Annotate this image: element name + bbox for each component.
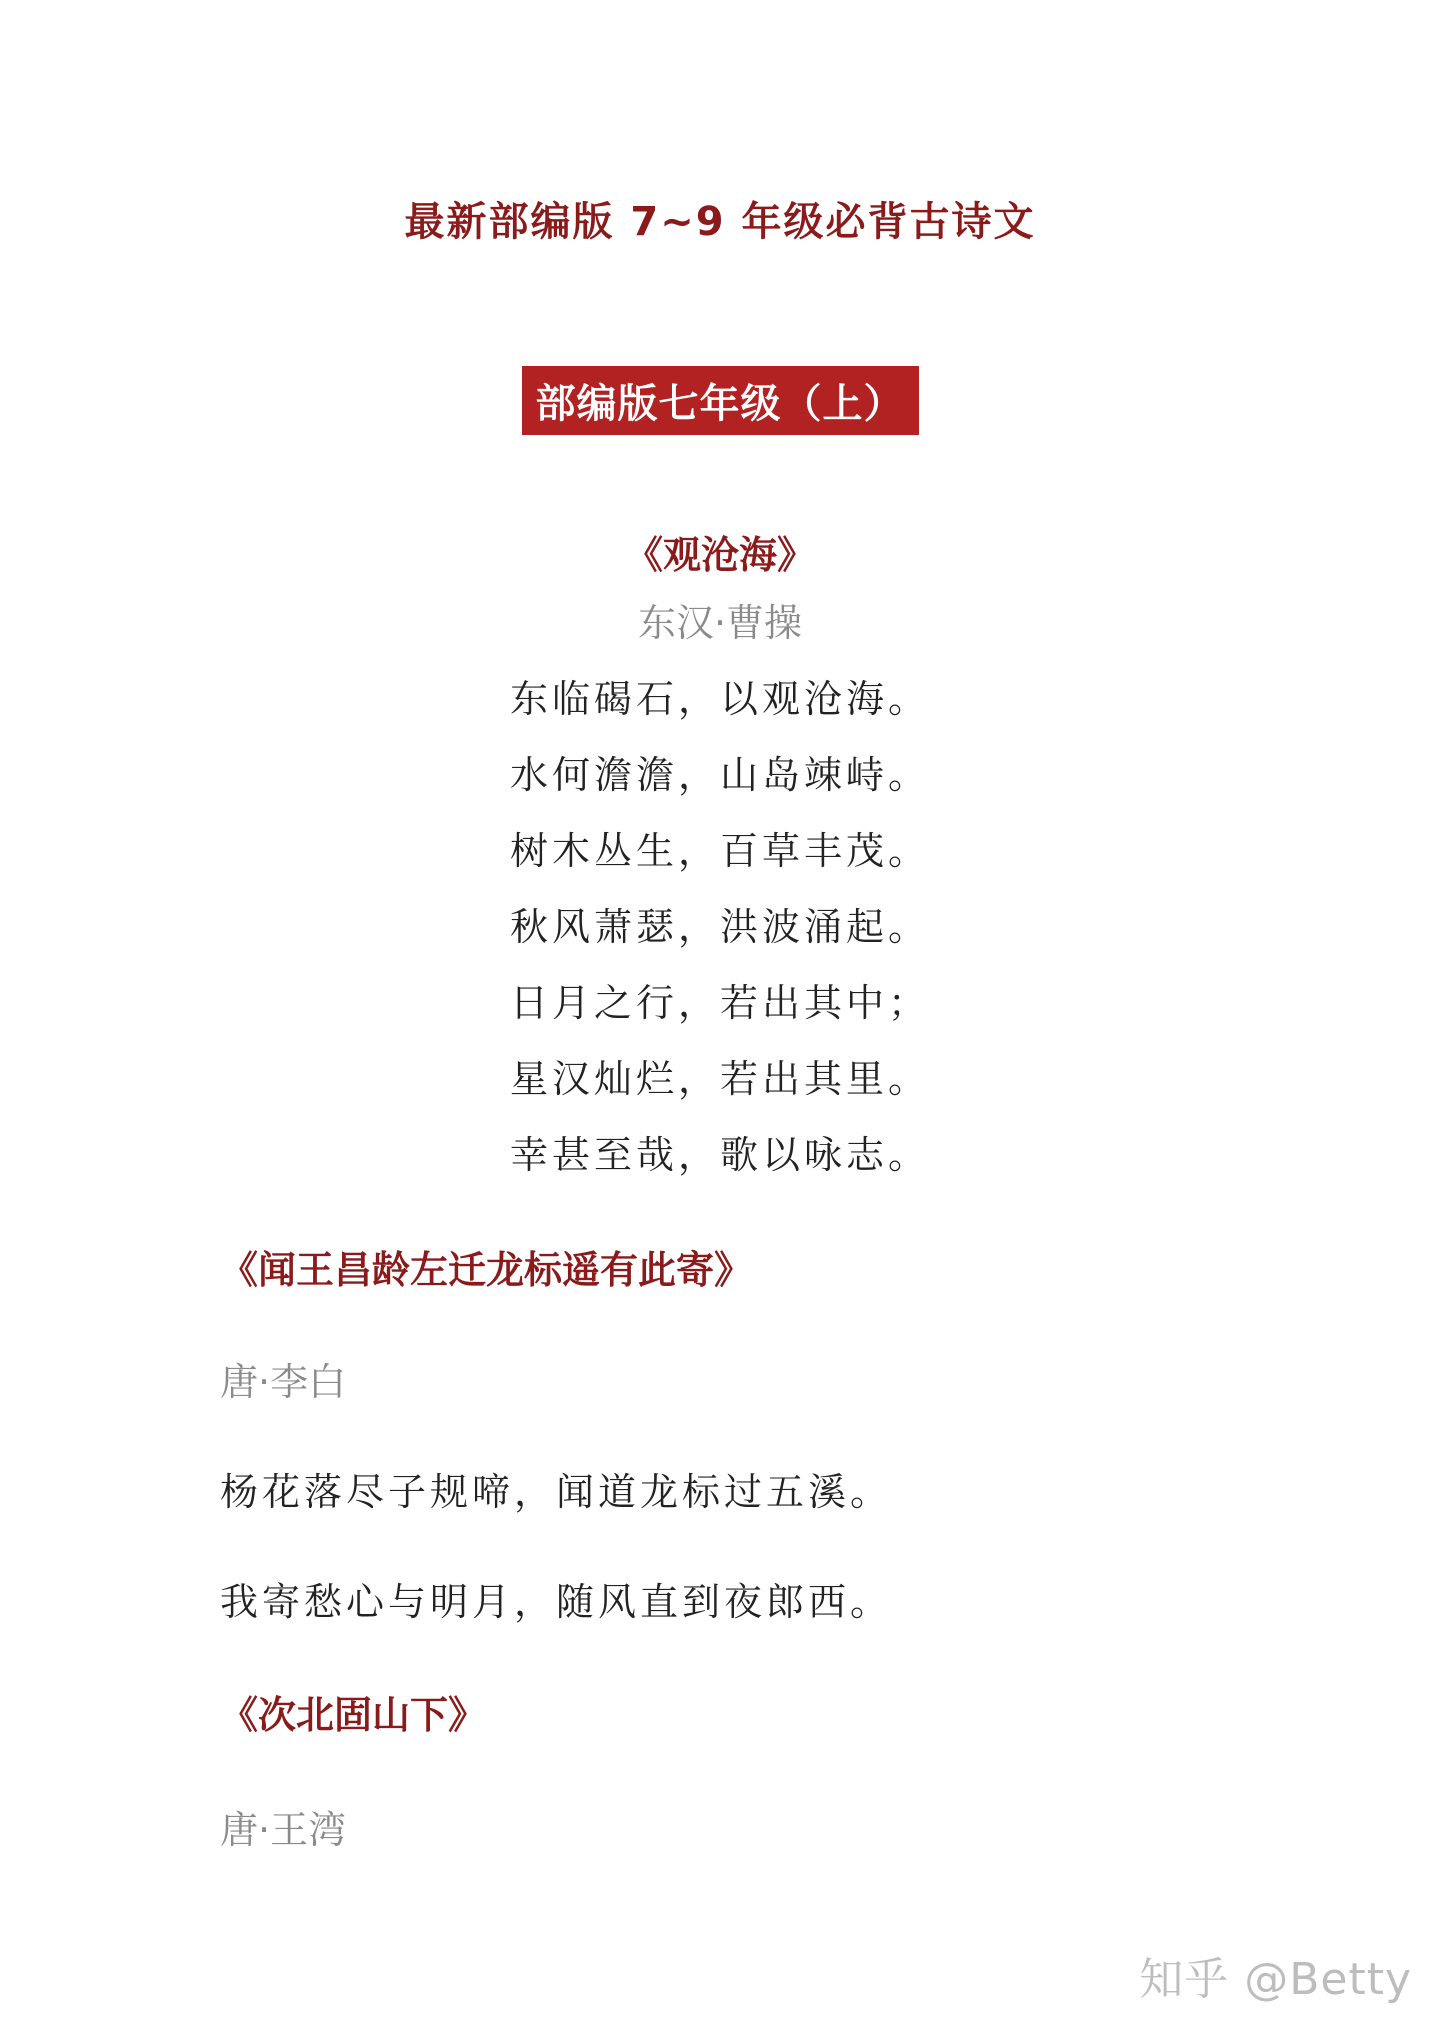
poem-title: 《观沧海》 bbox=[624, 533, 815, 577]
poem-line: 星汉灿烂，若出其里。 bbox=[509, 1057, 930, 1101]
poem-line: 树木丛生，百草丰茂。 bbox=[509, 829, 930, 873]
poem-ci-beigu-shan bbox=[220, 1685, 486, 1860]
poem-author: 唐·王湾 bbox=[220, 1808, 347, 1852]
poem-line: 东临碣石，以观沧海。 bbox=[509, 677, 930, 721]
poem-line: 水何澹澹，山岛竦峙。 bbox=[509, 753, 930, 797]
poem-guan-cang-hai bbox=[0, 525, 1440, 1193]
poem-line: 幸甚至哉，歌以咏志。 bbox=[509, 1133, 930, 1177]
section-heading-banner: 部编版七年级（上） bbox=[522, 366, 919, 435]
poem-line: 我寄愁心与明月，随风直到夜郎西。 bbox=[220, 1580, 893, 1624]
zhihu-watermark: 知乎 @Betty bbox=[1139, 1954, 1412, 2005]
poem-title: 《闻王昌龄左迁龙标遥有此寄》 bbox=[220, 1248, 753, 1292]
document-title: 最新部编版 7~9 年级必背古诗文 bbox=[404, 199, 1036, 245]
poem-author: 东汉·曹操 bbox=[637, 601, 803, 645]
poem-title: 《次北固山下》 bbox=[220, 1693, 487, 1737]
section-banner-container bbox=[0, 366, 1440, 435]
poem-line: 秋风萧瑟，洪波涌起。 bbox=[509, 905, 930, 949]
poem-line: 日月之行，若出其中； bbox=[509, 981, 930, 1025]
poem-wen-wang-changling bbox=[220, 1240, 892, 1632]
poem-line: 杨花落尽子规啼，闻道龙标过五溪。 bbox=[220, 1470, 893, 1514]
poem-author: 唐·李白 bbox=[220, 1360, 347, 1404]
poem-lines bbox=[510, 661, 930, 1193]
